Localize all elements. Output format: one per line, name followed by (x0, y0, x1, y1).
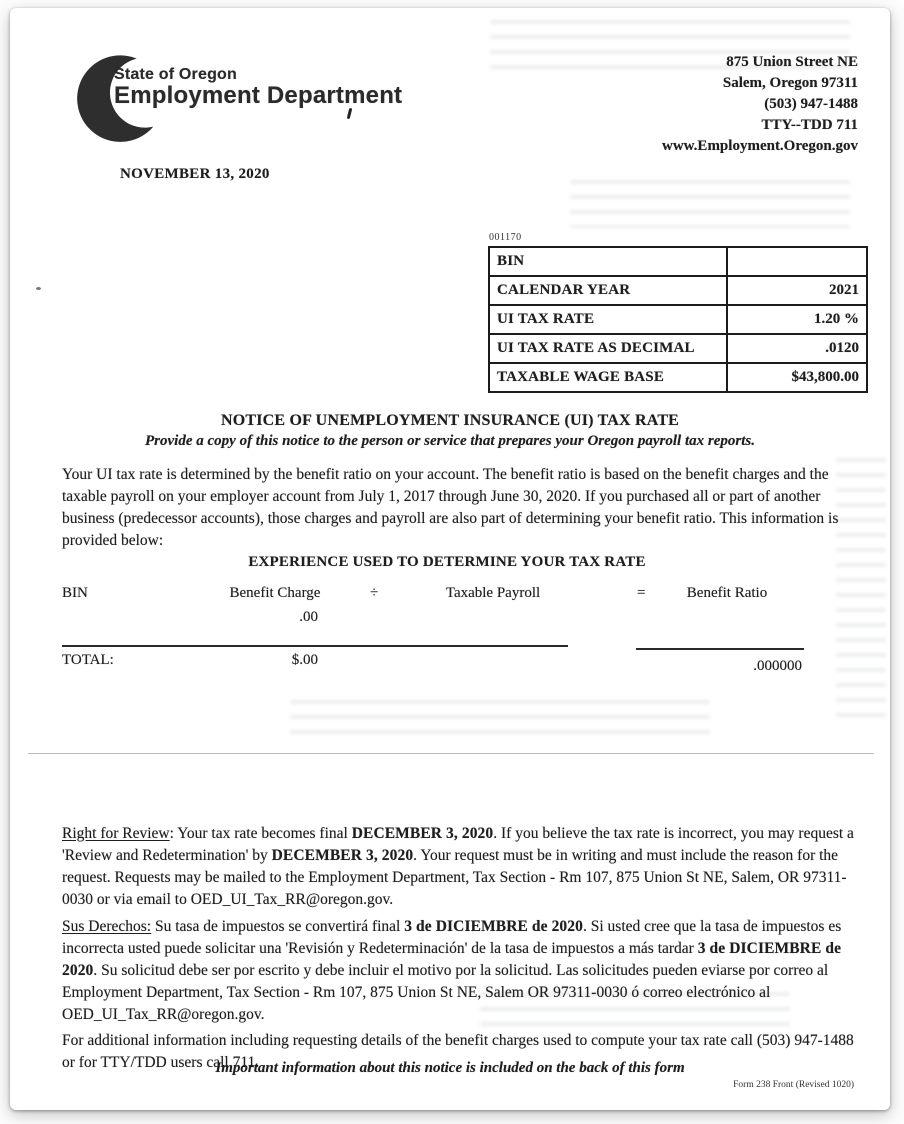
experience-col-benefit-ratio: Benefit Ratio (686, 585, 768, 601)
bleedthrough-artifact (290, 700, 710, 744)
derechos-text-segment: Su tasa de impuestos se convertirá final (151, 917, 405, 935)
additional-information-paragraph: For additional information including requesting details of the benefit charges used to compute your tax rate call (503) 947-1488 or for TTY/TDD users call 711. (62, 1031, 854, 1071)
total-benefit-ratio-value: .000000 (753, 658, 802, 674)
review-deadline-date: DECEMBER 3, 2020 (271, 846, 414, 864)
derechos-text-segment: . Si usted cree que la tasa de impuestos es incorrecta usted puede solicitar una 'Revisión y Redeterminación' de la tasa de impuestos a más tardar (62, 917, 842, 957)
right-for-review-paragraph (62, 823, 857, 911)
row-label-ui-tax-rate: UI TAX RATE (489, 305, 727, 334)
address-phone: (503) 947-1488 (764, 96, 858, 112)
derechos-deadline-date: 3 de DICIEMBRE de 2020 (62, 939, 842, 979)
review-text-segment: . Your request must be in writing and must include the reason for the request. Requests may be mailed to the Employment Department, Tax Section - Rm 107, 875 Union St NE, Salem, OR 97311-0030 or via email to OED_UI_Tax_RR@oregon.gov. (62, 846, 847, 908)
sus-derechos-label: Sus Derechos: (62, 917, 152, 935)
form-number: Form 238 Front (Revised 1020) (733, 1080, 854, 1090)
notice-title: NOTICE OF UNEMPLOYMENT INSURANCE (UI) TAX RATE (220, 412, 680, 429)
right-for-review-label: Right for Review (62, 824, 170, 842)
row-label-bin: BIN (489, 247, 727, 276)
row-label-ui-tax-rate-decimal: UI TAX RATE AS DECIMAL (489, 334, 727, 363)
divide-sign: ÷ (370, 585, 379, 601)
experience-col-bin: BIN (62, 585, 88, 601)
logo-state-line: State of Oregon (114, 66, 238, 83)
table-row (489, 363, 867, 392)
row-value-calendar-year: 2021 (727, 276, 867, 305)
total-rule-right (636, 648, 804, 650)
table-row (489, 247, 867, 276)
total-label: TOTAL: (62, 652, 114, 668)
row-value-ui-tax-rate-decimal: .0120 (727, 334, 867, 363)
benefit-charge-value: .00 (299, 609, 318, 625)
bleedthrough-artifact (570, 180, 850, 228)
experience-section-heading: EXPERIENCE USED TO DETERMINE YOUR TAX RATE (248, 554, 646, 570)
section-divider-rule (28, 753, 874, 754)
document-number: 001170 (489, 232, 522, 243)
equals-sign: = (637, 585, 646, 601)
sus-derechos-paragraph (62, 916, 857, 1026)
address-city: Salem, Oregon 97311 (722, 75, 858, 91)
total-rule-left (62, 645, 568, 647)
notice-subtitle: Provide a copy of this notice to the person or service that prepares your Oregon payroll tax reports. (145, 433, 755, 449)
review-deadline-date: DECEMBER 3, 2020 (351, 824, 494, 842)
review-text-segment: : Your tax rate becomes final (169, 824, 352, 842)
scan-speck (36, 287, 41, 290)
table-row (489, 276, 867, 305)
total-benefit-charge-value: $.00 (291, 652, 318, 668)
table-row (489, 305, 867, 334)
scan-speck (347, 108, 353, 119)
row-label-calendar-year: CALENDAR YEAR (489, 276, 727, 305)
tax-rate-summary-table (488, 246, 868, 393)
agency-address-block (662, 52, 858, 157)
address-tty: TTY--TDD 711 (761, 117, 858, 133)
row-value-ui-tax-rate: 1.20 % (727, 305, 867, 334)
notice-body-paragraph: Your UI tax rate is determined by the benefit ratio on your account. The benefit ratio is based on the benefit charges and the taxable payroll on your employer account from July 1, 2017 through June 30, 2020. If you purchased all or part of another business (predecessor accounts), those charges and payroll are also part of determining your benefit ratio. This information is provided below: (62, 466, 839, 549)
row-value-bin (727, 247, 867, 276)
row-label-taxable-wage-base: TAXABLE WAGE BASE (489, 363, 727, 392)
address-website: www.Employment.Oregon.gov (662, 138, 858, 154)
address-street: 875 Union Street NE (726, 54, 858, 70)
review-text-segment: . If you believe the tax rate is incorrect, you may request a 'Review and Redetermination' by (62, 824, 854, 864)
letter-date: NOVEMBER 13, 2020 (120, 166, 270, 182)
scanned-document-page (10, 8, 890, 1110)
derechos-deadline-date: 3 de DICIEMBRE de 2020 (404, 917, 583, 935)
table-row (489, 334, 867, 363)
derechos-text-segment: . Su solicitud debe ser por escrito y debe incluir el motivo por la solicitud. Las solicitudes pueden eviarse por correo al Employment Department, Tax Section - Rm 107, 875 Union St NE, Salem OR 97311-0030 ó correo electrónico al OED_UI_Tax_RR@oregon.gov. (62, 961, 829, 1023)
row-value-taxable-wage-base: $43,800.00 (727, 363, 867, 392)
back-of-form-note: Important information about this notice is included on the back of this form (215, 1060, 685, 1076)
logo-department-line: Employment Department (114, 82, 403, 109)
experience-col-benefit-charge: Benefit Charge (229, 585, 321, 601)
experience-col-taxable-payroll: Taxable Payroll (445, 585, 541, 601)
agency-logo (114, 66, 402, 109)
